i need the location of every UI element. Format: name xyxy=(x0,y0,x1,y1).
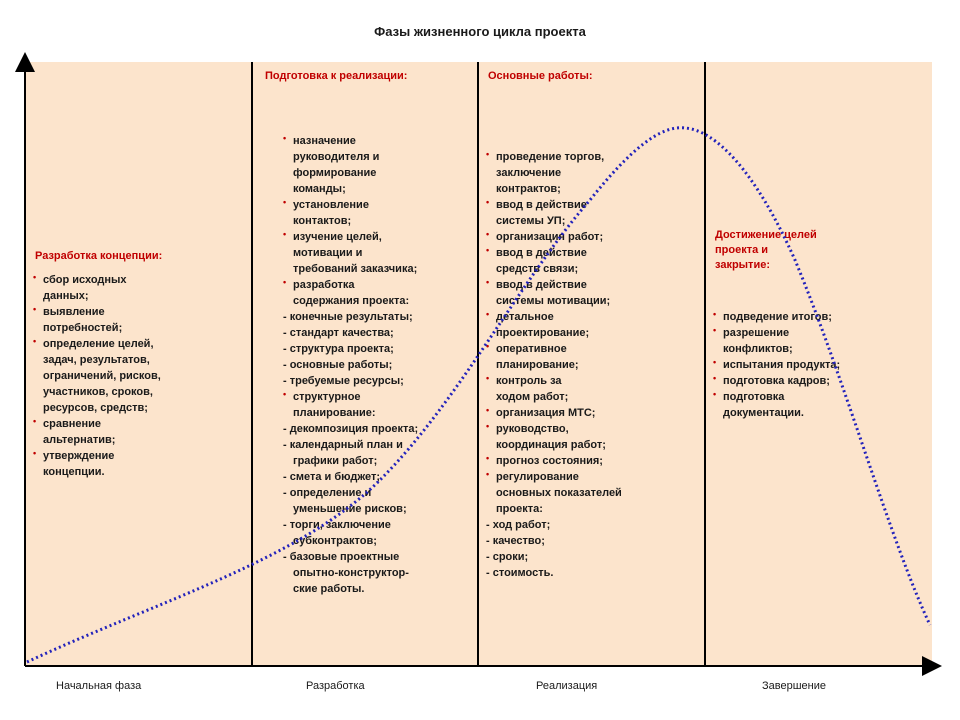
list-item-continuation: средств связи; xyxy=(496,263,579,275)
list-item: • структурное xyxy=(283,389,418,405)
heading-line: Достижение целей xyxy=(715,229,817,241)
list-subitem: - ход работ; xyxy=(486,519,551,531)
phase-label-development: Разработка xyxy=(306,680,365,692)
column-heading-main-works: Основные работы: xyxy=(488,70,593,82)
list-item-continuation: альтернатив; xyxy=(43,434,116,446)
list-subitem: - конечные результаты; xyxy=(283,311,413,323)
list-item: • проведение торгов, xyxy=(486,149,622,165)
list-item-continuation: ограничений, рисков, xyxy=(43,370,161,382)
list-item: • руководство, xyxy=(486,421,622,437)
list-item: • организация МТС; xyxy=(486,405,622,421)
list-subitem: - стандарт качества; xyxy=(283,327,394,339)
list-subitem: - сроки; xyxy=(486,551,529,563)
list-subitem: - структура проекта; xyxy=(283,343,394,355)
list-item-continuation: уменьшение рисков; xyxy=(293,503,407,515)
list-item: • детальное xyxy=(486,309,622,325)
list-item: • оперативное xyxy=(486,341,622,357)
list-subitem: - смета и бюджет; xyxy=(283,471,381,483)
list-item-continuation: конфликтов; xyxy=(723,343,793,355)
list-subitem: - торги, заключение xyxy=(283,519,391,531)
list-item-continuation: мотивации и xyxy=(293,247,363,259)
list-item-continuation: графики работ; xyxy=(293,455,378,467)
list-item: • сравнение xyxy=(33,416,161,432)
list-item-continuation: концепции. xyxy=(43,466,105,478)
heading-line: закрытие: xyxy=(715,259,770,271)
list-item-continuation: проекта: xyxy=(496,503,543,515)
list-item-continuation: планирование; xyxy=(496,359,579,371)
list-subitem: - требуемые ресурсы; xyxy=(283,375,404,387)
diagram-title: Фазы жизненного цикла проекта xyxy=(374,24,586,39)
list-item-continuation: задач, результатов, xyxy=(43,354,150,366)
list-item-continuation: планирование: xyxy=(293,407,376,419)
list-item-continuation: контактов; xyxy=(293,215,352,227)
column-heading-concept: Разработка концепции: xyxy=(35,250,163,262)
list-item-continuation: субконтрактов; xyxy=(293,535,377,547)
list-subitem: - декомпозиция проекта; xyxy=(283,423,419,435)
list-item: • ввод в действие xyxy=(486,245,622,261)
list-item-continuation: требований заказчика; xyxy=(293,263,418,275)
heading-line: проекта и xyxy=(715,244,769,256)
list-item-continuation: данных; xyxy=(43,290,89,302)
list-item: • контроль за xyxy=(486,373,622,389)
list-item: • утверждение xyxy=(33,448,161,464)
list-item: • организация работ; xyxy=(486,229,622,245)
list-item: • испытания продукта; xyxy=(713,357,840,373)
list-item-continuation: документации. xyxy=(723,407,804,419)
list-item-continuation: участников, сроков, xyxy=(43,386,153,398)
list-item: • изучение целей, xyxy=(283,229,418,245)
list-subitem: - основные работы; xyxy=(283,359,393,371)
list-item-continuation: команды; xyxy=(293,183,346,195)
phase-label-initial: Начальная фаза xyxy=(56,680,142,692)
list-item: • разработка xyxy=(283,277,418,293)
list-item: • назначение xyxy=(283,133,418,149)
list-item: • сбор исходных xyxy=(33,272,161,288)
list-item-continuation: руководителя и xyxy=(293,151,380,163)
list-item-continuation: системы мотивации; xyxy=(496,295,611,307)
list-item-continuation: основных показателей xyxy=(496,487,622,499)
list-item: • прогноз состояния; xyxy=(486,453,622,469)
list-subitem: - стоимость. xyxy=(486,567,554,579)
list-item-continuation: заключение xyxy=(496,167,562,179)
list-subitem: - базовые проектные xyxy=(283,551,400,563)
list-item: • регулирование xyxy=(486,469,622,485)
list-item: • подведение итогов; xyxy=(713,309,840,325)
list-item-continuation: опытно-конструктор- xyxy=(293,567,409,579)
list-item-continuation: формирование xyxy=(293,167,377,179)
phase-label-completion: Завершение xyxy=(762,680,826,692)
list-item-continuation: содержания проекта: xyxy=(293,295,410,307)
list-item: • подготовка xyxy=(713,389,840,405)
list-item: • определение целей, xyxy=(33,336,161,352)
list-item-continuation: потребностей; xyxy=(43,322,123,334)
list-item-continuation: ские работы. xyxy=(293,583,365,595)
lifecycle-curve xyxy=(27,128,930,662)
list-item: • установление xyxy=(283,197,418,213)
list-item: • ввод в действие xyxy=(486,277,622,293)
list-item: • разрешение xyxy=(713,325,840,341)
list-item-continuation: проектирование; xyxy=(496,327,590,339)
list-item-continuation: ходом работ; xyxy=(496,391,569,403)
list-subitem: - качество; xyxy=(486,535,545,547)
phase-label-realization: Реализация xyxy=(536,680,598,692)
list-item: • подготовка кадров; xyxy=(713,373,840,389)
list-item: • ввод в действие xyxy=(486,197,622,213)
list-subitem: - определение и xyxy=(283,487,372,499)
list-subitem: - календарный план и xyxy=(283,439,403,451)
list-item-continuation: ресурсов, средств; xyxy=(43,402,148,414)
list-item-continuation: системы УП; xyxy=(496,215,566,227)
list-item-continuation: координация работ; xyxy=(496,439,606,451)
column-heading-preparation: Подготовка к реализации: xyxy=(265,70,408,82)
list-item: • выявление xyxy=(33,304,161,320)
list-item-continuation: контрактов; xyxy=(496,183,561,195)
